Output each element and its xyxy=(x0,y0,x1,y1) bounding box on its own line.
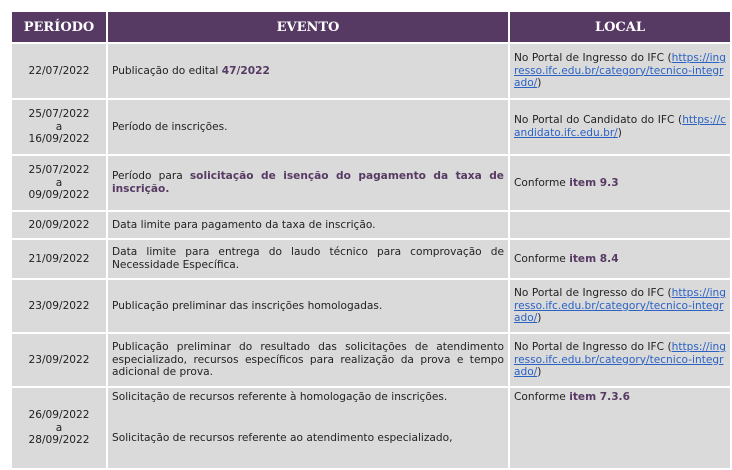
table-row xyxy=(12,44,730,98)
local-cell xyxy=(510,388,730,468)
evento-cell: Publicação preliminar das inscrições homologadas. xyxy=(108,280,508,332)
periodo-cell: 21/09/2022 xyxy=(12,240,106,278)
local-cell xyxy=(510,240,730,278)
periodo-sep: a xyxy=(55,421,63,434)
local-suffix: ) xyxy=(537,312,542,325)
periodo-sep: a xyxy=(55,120,63,133)
periodo-sep: a xyxy=(55,176,63,189)
periodo-start: 25/07/2022 xyxy=(28,107,90,120)
local-cell xyxy=(510,212,730,238)
local-cell xyxy=(510,100,730,154)
periodo-end: 28/09/2022 xyxy=(28,434,90,447)
local-suffix: ) xyxy=(537,77,542,90)
periodo-end: 16/09/2022 xyxy=(28,133,90,146)
table-row xyxy=(12,388,730,468)
local-cell xyxy=(510,44,730,98)
evento-cell: Período de inscrições. xyxy=(108,100,508,154)
local-text: Conforme xyxy=(514,391,570,403)
periodo-cell: 20/09/2022 xyxy=(12,212,106,238)
portal-ingresso-link[interactable]: https://ingresso.ifc.edu.br/category/tecnico-integrado/ xyxy=(514,51,726,90)
evento-cell xyxy=(108,156,508,210)
local-suffix: ) xyxy=(537,366,542,379)
local-text: Conforme xyxy=(514,176,570,189)
table-row xyxy=(12,240,730,278)
header-periodo: PERÍODO xyxy=(12,12,106,42)
periodo-cell xyxy=(12,100,106,154)
local-highlight: item 9.3 xyxy=(569,176,619,189)
evento-highlight: solicitação de isenção do pagamento da taxa de inscrição. xyxy=(112,170,504,195)
local-highlight: item 8.4 xyxy=(569,252,619,265)
periodo-start: 26/09/2022 xyxy=(28,408,90,421)
periodo-start: 25/07/2022 xyxy=(28,163,90,176)
local-cell xyxy=(510,334,730,386)
local-text: No Portal de Ingresso do IFC ( xyxy=(514,340,672,353)
periodo-cell: 23/09/2022 xyxy=(12,334,106,386)
local-text: No Portal do Candidato do IFC ( xyxy=(514,114,683,127)
local-suffix: ) xyxy=(617,127,622,139)
table-row xyxy=(12,280,730,332)
evento-cell: Data limite para pagamento da taxa de inscrição. xyxy=(108,212,508,238)
table-header-row xyxy=(12,12,730,42)
local-cell xyxy=(510,280,730,332)
evento-cell xyxy=(108,388,508,468)
periodo-cell: 23/09/2022 xyxy=(12,280,106,332)
evento-cell: Publicação preliminar do resultado das solicitações de atendimento especializado, recursos específicos para realização da prova e tempo adicional de prova. xyxy=(108,334,508,386)
local-cell xyxy=(510,156,730,210)
local-highlight: item 7.3.6 xyxy=(569,391,630,403)
local-text: Conforme xyxy=(514,252,570,265)
table-row xyxy=(12,334,730,386)
evento-highlight: 47/2022 xyxy=(221,64,270,77)
portal-ingresso-link[interactable]: https://ingresso.ifc.edu.br/category/tecnico-integrado/ xyxy=(514,286,726,325)
evento-text: Publicação do edital xyxy=(112,64,222,77)
evento-cell: Data limite para entrega do laudo técnico para comprovação de Necessidade Específica. xyxy=(108,240,508,278)
evento-text: Solicitação de recursos referente à homologação de inscrições. xyxy=(112,391,448,403)
portal-candidato-link[interactable]: https://candidato.ifc.edu.br/ xyxy=(514,114,726,139)
header-local: LOCAL xyxy=(510,12,730,42)
schedule-table xyxy=(10,10,732,470)
local-text: No Portal de Ingresso do IFC ( xyxy=(514,286,672,299)
evento-text: Período para xyxy=(112,170,190,183)
evento-text-2: Solicitação de recursos referente ao atendimento especializado, xyxy=(112,431,453,444)
periodo-cell: 22/07/2022 xyxy=(12,44,106,98)
table-row xyxy=(12,156,730,210)
table-row xyxy=(12,100,730,154)
periodo-cell xyxy=(12,388,106,468)
local-text: No Portal de Ingresso do IFC ( xyxy=(514,51,672,64)
periodo-end: 09/09/2022 xyxy=(28,189,90,202)
portal-ingresso-link[interactable]: https://ingresso.ifc.edu.br/category/tecnico-integrado/ xyxy=(514,340,726,379)
periodo-cell xyxy=(12,156,106,210)
table-row xyxy=(12,212,730,238)
header-evento: EVENTO xyxy=(108,12,508,42)
evento-cell xyxy=(108,44,508,98)
